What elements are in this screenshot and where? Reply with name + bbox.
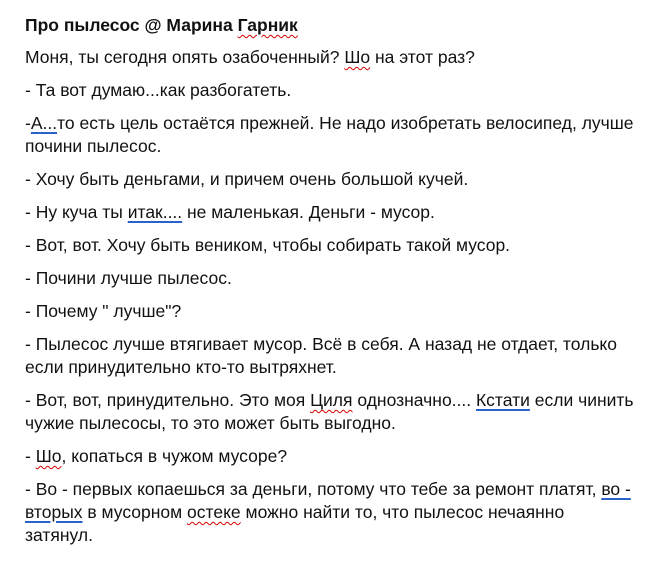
dialogue-paragraph — [25, 112, 635, 158]
spelling-marked-word: Шо — [344, 47, 371, 67]
paragraph-text: - Почему " лучше"? — [25, 301, 182, 321]
dialogue-paragraph — [25, 201, 635, 224]
paragraph-text: на этот раз? — [370, 47, 475, 67]
spelling-marked-word: Шо — [35, 446, 62, 466]
dialogue-paragraph — [25, 389, 635, 435]
paragraph-text: - Та вот думаю...как разбогатеть. — [25, 80, 292, 100]
dialogue-paragraph — [25, 267, 635, 290]
paragraph-text: однозначно.... — [352, 390, 476, 410]
paragraph-text: - Вот, вот. Хочу быть веником, чтобы собирать такой мусор. — [25, 235, 511, 255]
spelling-marked-word: остеке — [187, 502, 241, 522]
dialogue-paragraph — [25, 445, 635, 468]
paragraph-text: , копаться в чужом мусоре? — [61, 446, 288, 466]
paragraph-text: Моня, ты сегодня опять озабоченный? — [25, 47, 345, 67]
spelling-marked-word: Циля — [310, 390, 353, 410]
paragraph-text: - Почини лучше пылесос. — [25, 268, 232, 288]
title-text: Про пылесос @ Марина — [25, 15, 238, 35]
paragraph-text: - Хочу быть деньгами, и причем очень большой кучей. — [25, 169, 469, 189]
paragraph-text: - Ну куча ты — [25, 202, 128, 222]
dialogue-paragraph — [25, 478, 635, 547]
dialogue-paragraph — [25, 300, 635, 323]
paragraph-text: в мусорном — [82, 502, 188, 522]
dialogue-paragraph — [25, 234, 635, 257]
paragraph-text: - Во - первых копаешься за деньги, потому что тебе за ремонт платят, — [25, 479, 602, 499]
dialogue-paragraph — [25, 46, 635, 69]
paragraph-text: можно найти то, что пылесос нечаянно затянул. — [25, 502, 565, 545]
dialogue-paragraph — [25, 333, 635, 379]
grammar-marked-word: Кстати — [475, 390, 530, 410]
paragraph-text: - Вот, вот, принудительно. Это моя — [25, 390, 311, 410]
paragraph-text: - Пылесос лучше втягивает мусор. Всё в себя. А назад не отдает, только если принудительно кто-то вытряхнет. — [25, 334, 618, 377]
paragraph-text: - — [25, 446, 36, 466]
paragraph-text: - — [25, 113, 31, 133]
paragraph-text: если чинить чужие пылесосы, то это может быть выгодно. — [25, 390, 634, 433]
paragraph-text: не маленькая. Деньги - мусор. — [182, 202, 435, 222]
grammar-marked-word: А... — [30, 113, 58, 133]
document-body — [25, 46, 635, 547]
dialogue-paragraph — [25, 168, 635, 191]
dialogue-paragraph — [25, 79, 635, 102]
grammar-marked-word: итак.... — [127, 202, 183, 222]
document-title — [25, 14, 635, 36]
title-author: Гарник — [237, 15, 298, 35]
paragraph-text: то есть цель остаётся прежней. Не надо изобретать велосипед, лучше почини пылесос. — [25, 113, 634, 156]
grammar-marked-word: во - вторых — [25, 479, 631, 522]
